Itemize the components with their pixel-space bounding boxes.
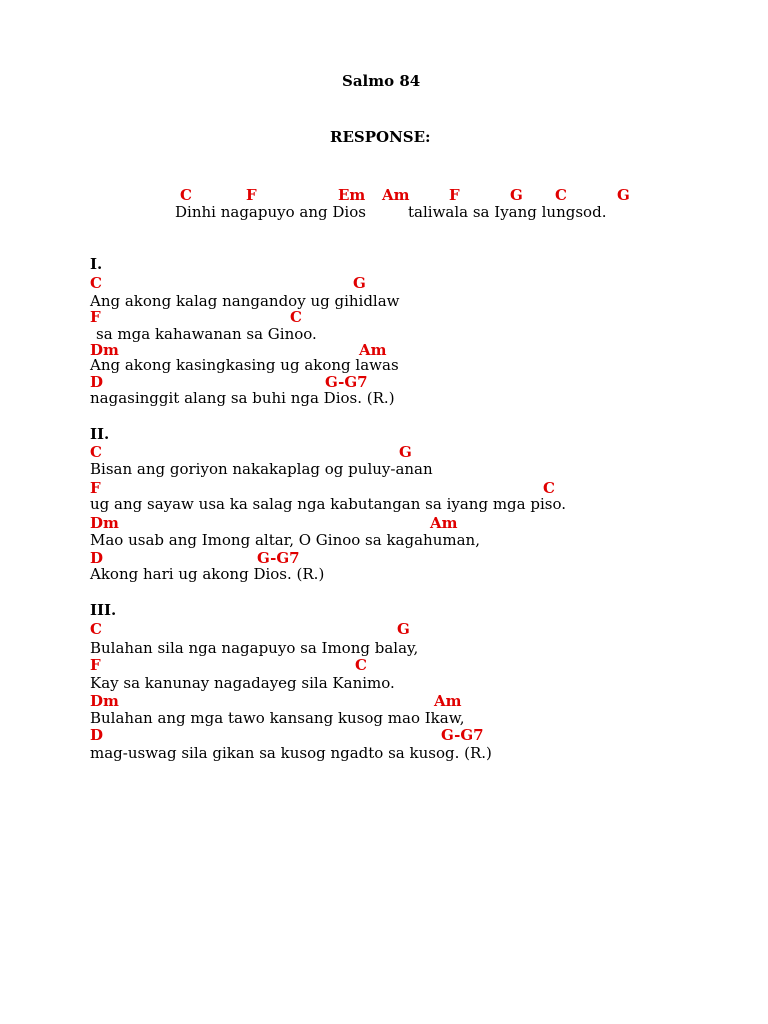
verse-chord: G-G7 — [325, 373, 368, 391]
verse-chord: G-G7 — [257, 549, 300, 567]
verse-chord: Am — [434, 692, 462, 710]
verse-lyric: Mao usab ang Imong altar, O Ginoo sa kagahuman, — [90, 531, 480, 549]
response-label: RESPONSE: — [330, 128, 431, 146]
response-chord: G — [510, 186, 523, 204]
response-lyric: Dinhi nagapuyo ang Dios — [175, 203, 366, 221]
verse-lyric: Bulahan ang mga tawo kansang kusog mao Ikaw, — [90, 709, 465, 727]
verse-lyric: Ang akong kasingkasing ug akong lawas — [90, 356, 399, 374]
verse-chord: F — [90, 656, 101, 674]
verse-lyric: Bulahan sila nga nagapuyo sa Imong balay, — [90, 639, 419, 657]
verse-chord: Am — [430, 514, 458, 532]
verse-chord: C — [90, 443, 102, 461]
verse-chord: G — [353, 274, 366, 292]
verse-chord: D — [90, 726, 104, 744]
verse-lyric: Ang akong kalag nangandoy ug gihidlaw — [90, 292, 400, 310]
verse-lyric: ug ang sayaw usa ka salag nga kabutangan sa iyang mga piso. — [90, 495, 566, 513]
verse-chord: Am — [359, 341, 387, 359]
verse-chord: G-G7 — [441, 726, 484, 744]
verse-chord: G — [399, 443, 412, 461]
verse-chord: Dm — [90, 692, 119, 710]
verse-numeral: I. — [90, 255, 103, 273]
response-chord: Am — [382, 186, 410, 204]
response-chord: C — [555, 186, 567, 204]
response-chord: G — [617, 186, 630, 204]
verse-chord: Dm — [90, 514, 119, 532]
verse-chord: G — [397, 620, 410, 638]
verse-chord: D — [90, 549, 104, 567]
verse-chord: C — [543, 479, 555, 497]
verse-chord: C — [90, 620, 102, 638]
verse-lyric: Bisan ang goriyon nakakaplag og puluy-anan — [90, 460, 433, 478]
page-title: Salmo 84 — [342, 72, 421, 90]
response-lyric: taliwala sa Iyang lungsod. — [408, 203, 607, 221]
verse-chord: D — [90, 373, 104, 391]
verse-lyric: mag-uswag sila gikan sa kusog ngadto sa kusog. (R.) — [90, 744, 492, 762]
response-chord: F — [246, 186, 257, 204]
verse-chord: C — [355, 656, 367, 674]
response-chord: C — [180, 186, 192, 204]
verse-chord: F — [90, 308, 101, 326]
verse-chord: F — [90, 479, 101, 497]
verse-lyric: nagasinggit alang sa buhi nga Dios. (R.) — [90, 389, 395, 407]
response-chord: F — [449, 186, 460, 204]
verse-chord: Dm — [90, 341, 119, 359]
verse-lyric: Kay sa kanunay nagadayeg sila Kanimo. — [90, 674, 395, 692]
verse-numeral: III. — [90, 601, 117, 619]
verse-numeral: II. — [90, 425, 110, 443]
response-chord: Em — [338, 186, 366, 204]
verse-lyric: sa mga kahawanan sa Ginoo. — [96, 325, 317, 343]
verse-chord: C — [290, 308, 302, 326]
verse-chord: C — [90, 274, 102, 292]
verse-lyric: Akong hari ug akong Dios. (R.) — [90, 565, 325, 583]
